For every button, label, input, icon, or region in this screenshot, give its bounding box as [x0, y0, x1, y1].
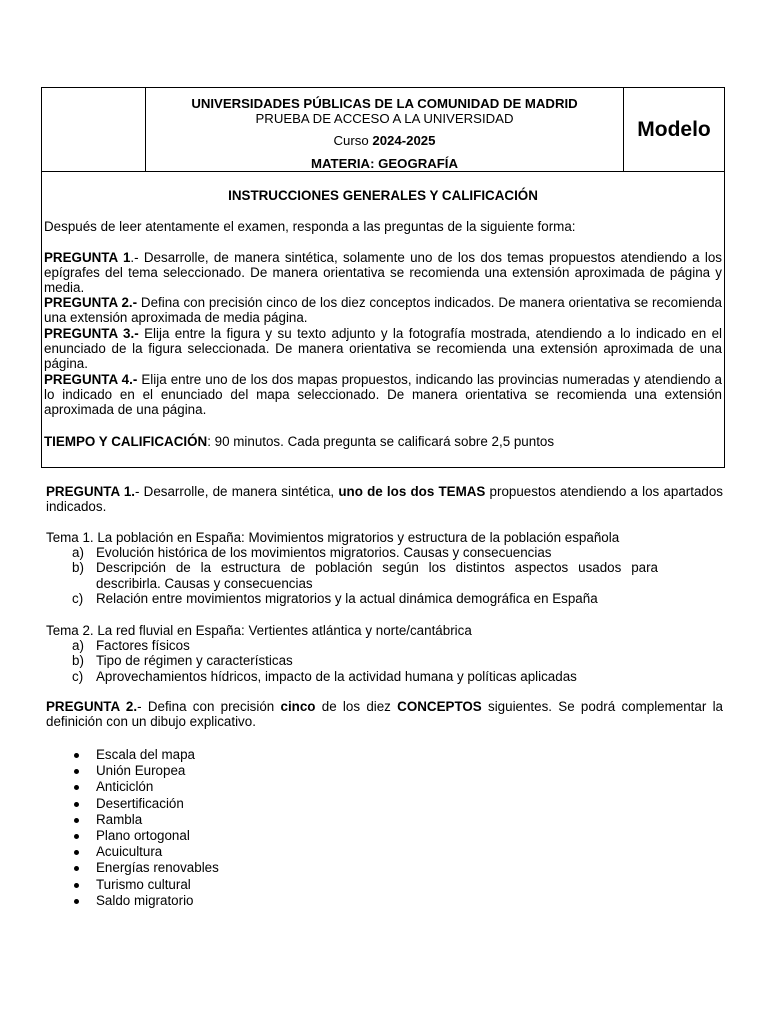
time-text: : 90 minutos. Cada pregunta se calificará sobre 2,5 puntos [207, 434, 555, 449]
header-box [41, 87, 725, 468]
course-value: 2024-2025 [372, 133, 436, 148]
instruction-q2-label: PREGUNTA 2.- [44, 295, 138, 310]
tema-2-title: Tema 2. La red fluvial en España: Vertientes atlántica y norte/cantábrica [46, 623, 472, 638]
question-1-statement: PREGUNTA 1.- Desarrolle, de manera sintética, uno de los dos TEMAS propuestos atendiendo a los apartados indicados. [46, 484, 723, 515]
concepts-section [46, 747, 723, 909]
bullet-icon [74, 899, 79, 904]
time-label: TIEMPO Y CALIFICACIÓN [44, 434, 208, 449]
list-item: Turismo cultural [46, 877, 723, 893]
tema-2 [46, 623, 723, 684]
instruction-q1: PREGUNTA 1.- Desarrolle, de manera sintética, solamente uno de los dos temas propuestos atendiendo a los epígrafes del tema seleccionado. De manera orientativa se recomienda una extensión aproximada de página y media. [44, 250, 722, 296]
tema-1-title: Tema 1. La población en España: Movimientos migratorios y estructura de la población española [46, 530, 620, 545]
instruction-q2 [44, 295, 722, 325]
concepts-list [46, 747, 723, 909]
tema-1 [46, 530, 723, 606]
university-title: UNIVERSIDADES PÚBLICAS DE LA COMUNIDAD DE MADRID [191, 96, 578, 111]
list-item: Rambla [46, 812, 723, 828]
question-2-label: PREGUNTA 2. [46, 699, 138, 714]
list-item: b) Descripción de la estructura de población según los distintos aspectos usados para describirla. Causas y consecuencias [72, 560, 658, 591]
list-item: Acuicultura [46, 844, 723, 860]
instruction-q1-text: Desarrolle, de manera sintética, solamente uno de los dos temas propuestos atendiendo a los epígrafes del tema seleccionado. De manera orientativa se recomienda una extensión aproximada de página y media. [44, 250, 722, 296]
instructions-intro: Después de leer atentamente el examen, responda a las preguntas de la siguiente forma: [44, 219, 576, 234]
instruction-q2-text: Defina con precisión cinco de los diez conceptos indicados. De manera orientativa se recomienda una extensión aproximada de media página. [44, 295, 722, 326]
bullet-icon [74, 785, 79, 790]
exam-title: PRUEBA DE ACCESO A LA UNIVERSIDAD [255, 111, 514, 126]
model-cell [624, 88, 724, 171]
list-item: a) Factores físicos [72, 638, 190, 654]
bullet-icon [74, 850, 79, 855]
logo-cell [42, 88, 146, 171]
time-line [44, 434, 722, 449]
list-item: Anticiclón [46, 779, 723, 795]
instruction-q4 [44, 372, 722, 418]
list-item: c) Aprovechamientos hídricos, impacto de la actividad humana y políticas aplicadas [72, 668, 577, 684]
header-title-cell [146, 88, 624, 171]
list-item: Saldo migratorio [46, 893, 723, 909]
question-1-label: PREGUNTA 1. [46, 484, 136, 499]
bullet-icon [74, 866, 79, 871]
header-row [42, 88, 724, 172]
bullet-icon [74, 883, 79, 888]
question-2-statement: PREGUNTA 2.- Defina con precisión cinco de los diez CONCEPTOS siguientes. Se podrá complementar la definición con un dibujo explicativo. [46, 699, 723, 730]
bullet-icon [74, 769, 79, 774]
list-item: Energías renovables [46, 860, 723, 876]
instruction-q3-text: Elija entre la figura y su texto adjunto y la fotografía mostrada, atendiendo a lo indicado en el enunciado de la figura seleccionada. De manera orientativa se recomienda una extensión aproximada de una página. [44, 326, 722, 372]
list-item: Escala del mapa [46, 747, 723, 763]
list-item: Desertificación [46, 796, 723, 812]
list-item: b) Tipo de régimen y características [72, 653, 293, 669]
instruction-q4-text: Elija entre uno de los dos mapas propuestos, indicando las provincias numeradas y atendiendo a lo indicado en el enunciado del mapa seleccionado. De manera orientativa se recomienda una extensión aproximada de una página. [44, 372, 722, 418]
subject-line: MATERIA: GEOGRAFÍA [310, 156, 458, 171]
instruction-q1-label: PREGUNTA 1 [44, 250, 131, 265]
tema-1-list [46, 545, 723, 606]
bullet-icon [74, 753, 79, 758]
list-item: Plano ortogonal [46, 828, 723, 844]
bullet-icon [74, 818, 79, 823]
bullet-icon [74, 834, 79, 839]
instructions-title: INSTRUCCIONES GENERALES Y CALIFICACIÓN [228, 188, 538, 203]
course-label: Curso [333, 133, 369, 148]
list-item: c) Relación entre movimientos migratorios y la actual dinámica demográfica en España [72, 590, 598, 606]
instruction-q3-label: PREGUNTA 3.- [44, 326, 139, 341]
tema-2-list [46, 638, 723, 684]
list-item: Unión Europea [46, 763, 723, 779]
list-item: a) Evolución histórica de los movimientos migratorios. Causas y consecuencias [72, 545, 552, 561]
instruction-q4-label: PREGUNTA 4.- [44, 372, 138, 387]
model-label: Modelo [637, 118, 711, 141]
bullet-icon [74, 802, 79, 807]
instruction-q3 [44, 326, 722, 372]
course-line [146, 133, 623, 148]
